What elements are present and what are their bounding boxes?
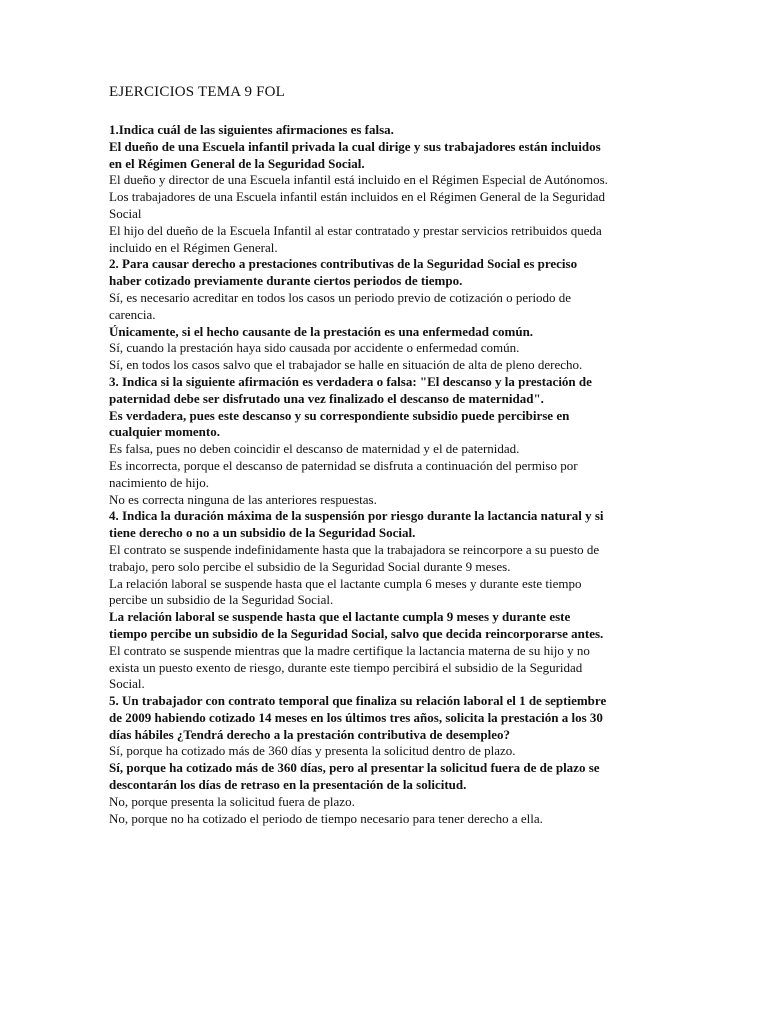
- text-line: Es falsa, pues no deben coincidir el descanso de maternidad y el de paternidad.: [109, 441, 520, 457]
- bold-text-line: Únicamente, si el hecho causante de la prestación es una enfermedad común.: [109, 323, 534, 339]
- text-line: Sí, cuando la prestación haya sido causada por accidente o enfermedad común.: [109, 340, 520, 356]
- text-line: El dueño y director de una Escuela infantil está incluido en el Régimen Especial de Autónomos.: [109, 172, 608, 188]
- document-body: [109, 122, 654, 827]
- bold-text-line: El dueño de una Escuela infantil privada la cual dirige y sus trabajadores están incluidos: [109, 138, 601, 154]
- bold-text-line: tiene derecho o no a un subsidio de la Seguridad Social.: [109, 525, 416, 541]
- bold-text-line: 5. Un trabajador con contrato temporal que finaliza su relación laboral el 1 de septiembre: [109, 693, 607, 709]
- text-line: Social.: [109, 676, 145, 692]
- bold-text-line: 4. Indica la duración máxima de la suspensión por riesgo durante la lactancia natural y si: [109, 508, 604, 524]
- document-page: [109, 82, 654, 827]
- document-title: EJERCICIOS TEMA 9 FOL: [109, 84, 286, 100]
- text-line: Sí, en todos los casos salvo que el trabajador se halle en situación de alta de pleno derecho.: [109, 357, 583, 373]
- bold-text-line: de 2009 habiendo cotizado 14 meses en los últimos tres años, solicita la prestación a los 30: [109, 709, 603, 725]
- bold-text-line: Es verdadera, pues este descanso y su correspondiente subsidio puede percibirse en: [109, 407, 570, 423]
- text-line: carencia.: [109, 306, 156, 322]
- text-line: percibe un subsidio de la Seguridad Social.: [109, 592, 334, 608]
- text-line: El hijo del dueño de la Escuela Infantil al estar contratado y prestar servicios retribuidos queda: [109, 222, 602, 238]
- bold-text-line: descontarán los días de retraso en la presentación de la solicitud.: [109, 777, 467, 793]
- text-line: No es correcta ninguna de las anteriores respuestas.: [109, 491, 377, 507]
- text-line: Los trabajadores de una Escuela infantil están incluidos en el Régimen General de la Seguridad: [109, 189, 605, 205]
- text-line: exista un puesto exento de riesgo, durante este tiempo percibirá el subsidio de la Seguridad: [109, 659, 583, 675]
- text-line: No, porque presenta la solicitud fuera de plazo.: [109, 793, 355, 809]
- text-line: No, porque no ha cotizado el periodo de tiempo necesario para tener derecho a ella.: [109, 810, 543, 826]
- text-line: Es incorrecta, porque el descanso de paternidad se disfruta a continuación del permiso por: [109, 457, 578, 473]
- bold-text-line: La relación laboral se suspende hasta que el lactante cumpla 9 meses y durante este: [109, 609, 571, 625]
- text-line: incluido en el Régimen General.: [109, 239, 278, 255]
- text-line: Sí, es necesario acreditar en todos los casos un periodo previo de cotización o periodo de: [109, 289, 572, 305]
- bold-text-line: 1.Indica cuál de las siguientes afirmaciones es falsa.: [109, 122, 394, 137]
- bold-text-line: cualquier momento.: [109, 424, 220, 440]
- bold-text-line: 3. Indica si la siguiente afirmación es verdadera o falsa: "El descanso y la prestación de: [109, 373, 592, 389]
- bold-text-line: tiempo percibe un subsidio de la Seguridad Social, salvo que decida reincorporarse antes.: [109, 625, 604, 641]
- text-line: La relación laboral se suspende hasta que el lactante cumpla 6 meses y durante este tiempo: [109, 575, 582, 591]
- text-line: El contrato se suspende indefinidamente hasta que la trabajadora se reincorpore a su puesto de: [109, 541, 600, 557]
- text-line: nacimiento de hijo.: [109, 474, 210, 490]
- text-line: trabajo, pero solo percibe el subsidio de la Seguridad Social durante 9 meses.: [109, 558, 511, 574]
- bold-text-line: haber cotizado previamente durante ciertos periodos de tiempo.: [109, 273, 463, 289]
- bold-text-line: Sí, porque ha cotizado más de 360 días, pero al presentar la solicitud fuera de de plazo se: [109, 760, 600, 776]
- bold-text-line: 2. Para causar derecho a prestaciones contributivas de la Seguridad Social es preciso: [109, 256, 578, 272]
- bold-text-line: paternidad debe ser disfrutado una vez finalizado el descanso de maternidad".: [109, 390, 544, 406]
- bold-text-line: en el Régimen General de la Seguridad Social.: [109, 155, 365, 171]
- text-line: Social: [109, 205, 142, 221]
- bold-text-line: días hábiles ¿Tendrá derecho a la prestación contributiva de desempleo?: [109, 726, 510, 742]
- text-line: Sí, porque ha cotizado más de 360 días y presenta la solicitud dentro de plazo.: [109, 743, 516, 759]
- text-line: El contrato se suspende mientras que la madre certifique la lactancia materna de su hijo y no: [109, 642, 590, 658]
